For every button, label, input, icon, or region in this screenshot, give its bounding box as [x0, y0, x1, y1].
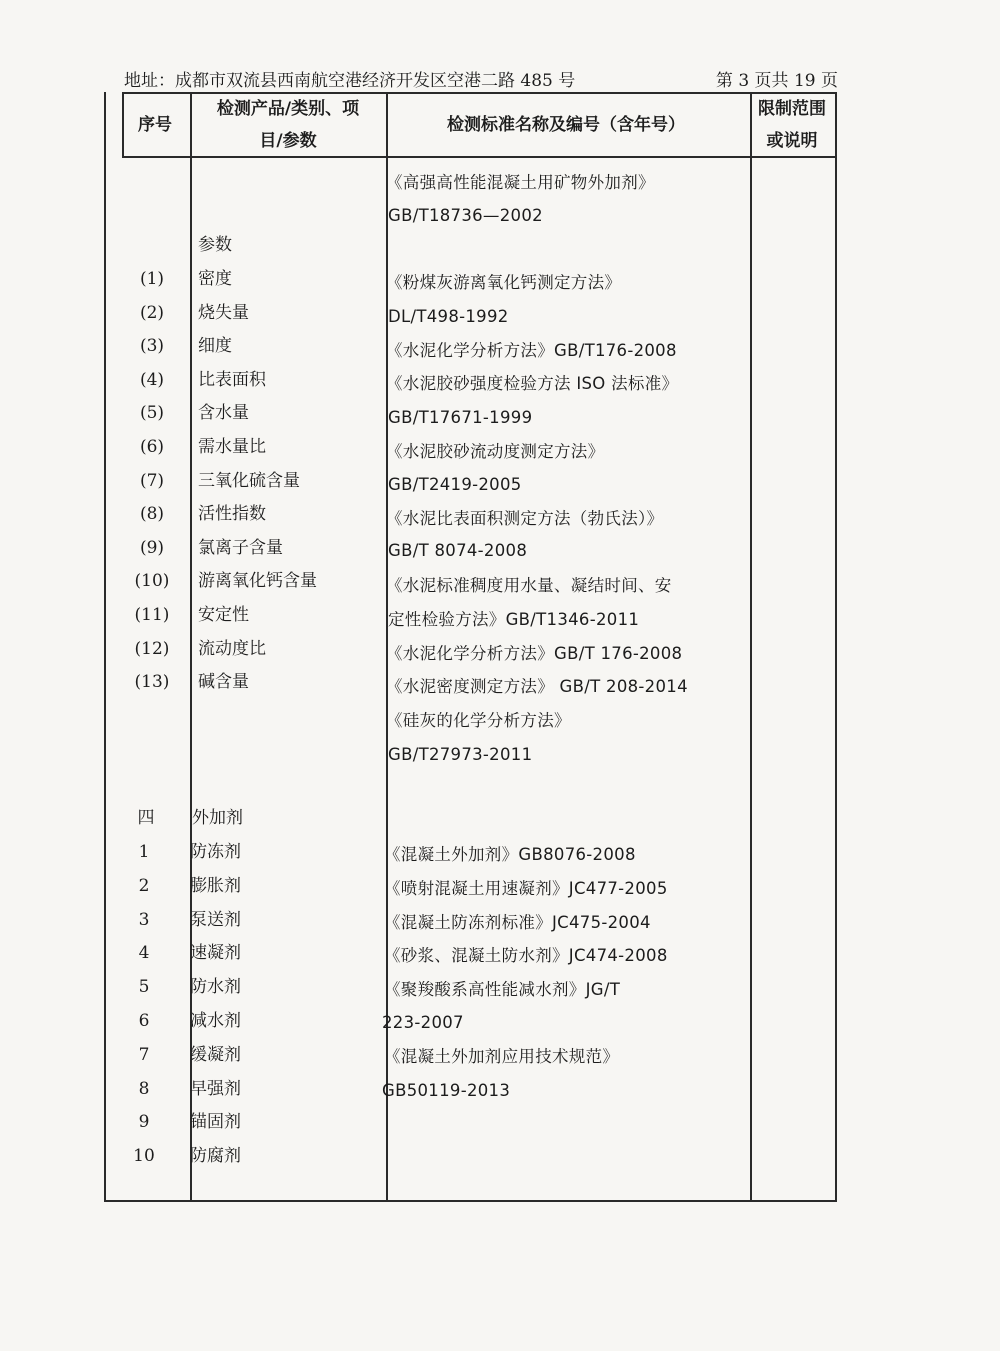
param-name: 烧失量: [198, 303, 249, 323]
admixture-name: 锚固剂: [190, 1112, 241, 1132]
admixture-no: 四: [137, 808, 155, 828]
param-name: 游离氧化钙含量: [198, 571, 317, 591]
param-name: 安定性: [198, 605, 249, 625]
admixture-name: 防腐剂: [190, 1146, 241, 1166]
param-name: 含水量: [198, 403, 249, 423]
param-name: 氯离子含量: [198, 538, 283, 558]
param-name: 流动度比: [198, 639, 266, 659]
admixture-no: 2: [138, 876, 150, 896]
standard-line: 《喷射混凝土用速凝剂》JC477-2005: [384, 879, 668, 898]
param-no: (12): [134, 639, 170, 659]
standard-line: GB/T18736—2002: [388, 206, 543, 225]
param-no: (8): [139, 504, 165, 524]
standard-line: DL/T498-1992: [388, 307, 509, 326]
standard-line: GB/T17671-1999: [388, 408, 533, 427]
standard-line: 《硅灰的化学分析方法》: [386, 711, 571, 730]
admixture-name: 泵送剂: [190, 910, 241, 930]
param-no: (1): [139, 269, 165, 289]
param-name: 需水量比: [198, 437, 266, 457]
standard-line: 《水泥密度测定方法》 GB/T 208-2014: [386, 677, 688, 696]
standard-line: 《聚羧酸系高性能减水剂》JG/T: [384, 980, 621, 999]
standard-line: 《混凝土外加剂》GB8076-2008: [384, 845, 636, 864]
admixture-name: 防水剂: [190, 977, 241, 997]
admixture-no: 10: [133, 1146, 155, 1166]
param-no: (6): [139, 437, 165, 457]
standard-line: 《砂浆、混凝土防水剂》JC474-2008: [384, 946, 668, 965]
standard-line: 《混凝土外加剂应用技术规范》: [384, 1047, 620, 1066]
col-sep-e: [835, 92, 837, 1200]
param-no: (2): [139, 303, 165, 323]
admixture-name: 减水剂: [190, 1011, 241, 1031]
admixture-no: 3: [138, 910, 150, 930]
admixture-no: 9: [138, 1112, 150, 1132]
param-no: (4): [139, 370, 165, 390]
admixture-name: 膨胀剂: [190, 876, 241, 896]
params-title: 参数: [198, 235, 232, 255]
param-name: 比表面积: [198, 370, 266, 390]
admixture-no: 4: [138, 943, 150, 963]
admixture-no: 5: [138, 977, 150, 997]
param-no: (9): [139, 538, 165, 558]
param-no: (10): [134, 571, 170, 591]
param-name: 碱含量: [198, 672, 249, 692]
param-no: (3): [139, 336, 165, 356]
standard-line: GB50119-2013: [382, 1081, 511, 1100]
header-no: 序号: [138, 115, 172, 135]
standard-line: GB/T 8074-2008: [388, 541, 528, 560]
standard-line: GB/T27973-2011: [388, 745, 533, 764]
param-name: 密度: [198, 269, 232, 289]
standard-line: 《混凝土防冻剂标准》JC475-2004: [384, 913, 651, 932]
admixture-no: 6: [138, 1011, 150, 1031]
standard-line: 《水泥胶砂流动度测定方法》: [386, 442, 605, 461]
admixture-name: 速凝剂: [190, 943, 241, 963]
admixture-no: 1: [138, 842, 150, 862]
standard-line: 223-2007: [382, 1013, 464, 1032]
page-header: [124, 66, 838, 92]
standard-line: GB/T2419-2005: [388, 475, 522, 494]
admixture-name: 防冻剂: [190, 842, 241, 862]
admixture-name: 缓凝剂: [190, 1045, 241, 1065]
param-no: (7): [139, 471, 165, 491]
address-text: 地址：成都市双流县西南航空港经济开发区空港二路 485 号: [124, 71, 576, 91]
standard-line: 《高强高性能混凝土用矿物外加剂》: [386, 173, 655, 192]
param-no: (13): [134, 672, 170, 692]
admixture-no: 7: [138, 1045, 150, 1065]
admixture-no: 8: [138, 1079, 150, 1099]
standard-line: 《水泥比表面积测定方法（勃氏法）》: [386, 509, 664, 528]
standard-line: 《水泥化学分析方法》GB/T176-2008: [386, 341, 677, 360]
admixture-title: 外加剂: [192, 808, 243, 828]
param-name: 三氧化硫含量: [198, 471, 300, 491]
admixture-name: 早强剂: [190, 1079, 241, 1099]
param-name: 细度: [198, 336, 232, 356]
page-number: 第 3 页共 19 页: [715, 71, 838, 91]
standard-line: 定性检验方法》GB/T1346-2011: [388, 610, 640, 629]
standard-line: 《粉煤灰游离氧化钙测定方法》: [386, 273, 622, 292]
param-name: 活性指数: [198, 504, 266, 524]
col-sep-d: [750, 92, 752, 1200]
standard-line: 《水泥标准稠度用水量、凝结时间、安: [386, 576, 672, 595]
standard-line: 《水泥化学分析方法》GB/T 176-2008: [386, 644, 683, 663]
param-no: (5): [139, 403, 165, 423]
header-standard: 检测标准名称及编号（含年号）: [447, 115, 685, 135]
standard-line: 《水泥胶砂强度检验方法 ISO 法标准》: [386, 374, 679, 393]
header-item: 检测产品/类别、项目/参数: [216, 99, 360, 151]
param-no: (11): [134, 605, 170, 625]
header-limit: 限制范围或说明: [758, 99, 826, 151]
